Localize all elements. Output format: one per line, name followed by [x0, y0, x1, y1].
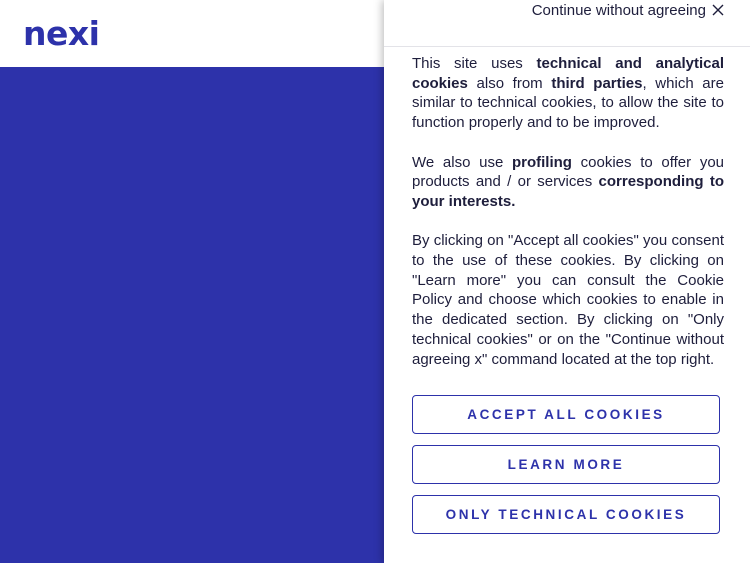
consent-paragraph-3: By clicking on "Accept all cookies" you consent to the use of these cookies. By clicking on "Learn more" you can consult the Cookie Policy and choose which cookies to enable in the dedicated section. By clicking on "Only technical cookies" or on the "Continue without agreeing x" command located at the top right.: [412, 232, 724, 367]
p1-seg: also from: [467, 74, 552, 92]
p1-bold: technical and analytical cookies: [412, 55, 724, 92]
consent-paragraph-1: [412, 54, 724, 133]
p1-bold: third parties: [551, 74, 643, 92]
p1-seg: This site uses: [412, 55, 537, 72]
divider: [384, 46, 750, 47]
only-technical-cookies-button[interactable]: ONLY TECHNICAL COOKIES: [412, 495, 720, 534]
p2-bold: profiling: [511, 153, 572, 171]
nexi-logo[interactable]: nexi: [23, 14, 100, 53]
accept-all-cookies-button[interactable]: ACCEPT ALL COOKIES: [412, 395, 720, 434]
continue-without-agreeing-link[interactable]: [532, 0, 724, 20]
p2-bold: corresponding to your interests.: [412, 173, 724, 210]
p2-seg: We also use: [412, 153, 512, 171]
consent-paragraph-2: [412, 153, 724, 212]
consent-text-scroll[interactable]: [412, 54, 724, 367]
p2-seg: cookies to offer you products and / or services: [412, 153, 724, 191]
p1-seg: , which are similar to technical cookies, to allow the site to function properly and to be improved.: [412, 74, 724, 132]
cookie-consent-panel: [384, 0, 750, 563]
continue-without-agreeing-label: Continue without agreeing: [531, 1, 706, 19]
close-icon[interactable]: [712, 4, 724, 16]
learn-more-button[interactable]: LEARN MORE: [412, 445, 720, 484]
